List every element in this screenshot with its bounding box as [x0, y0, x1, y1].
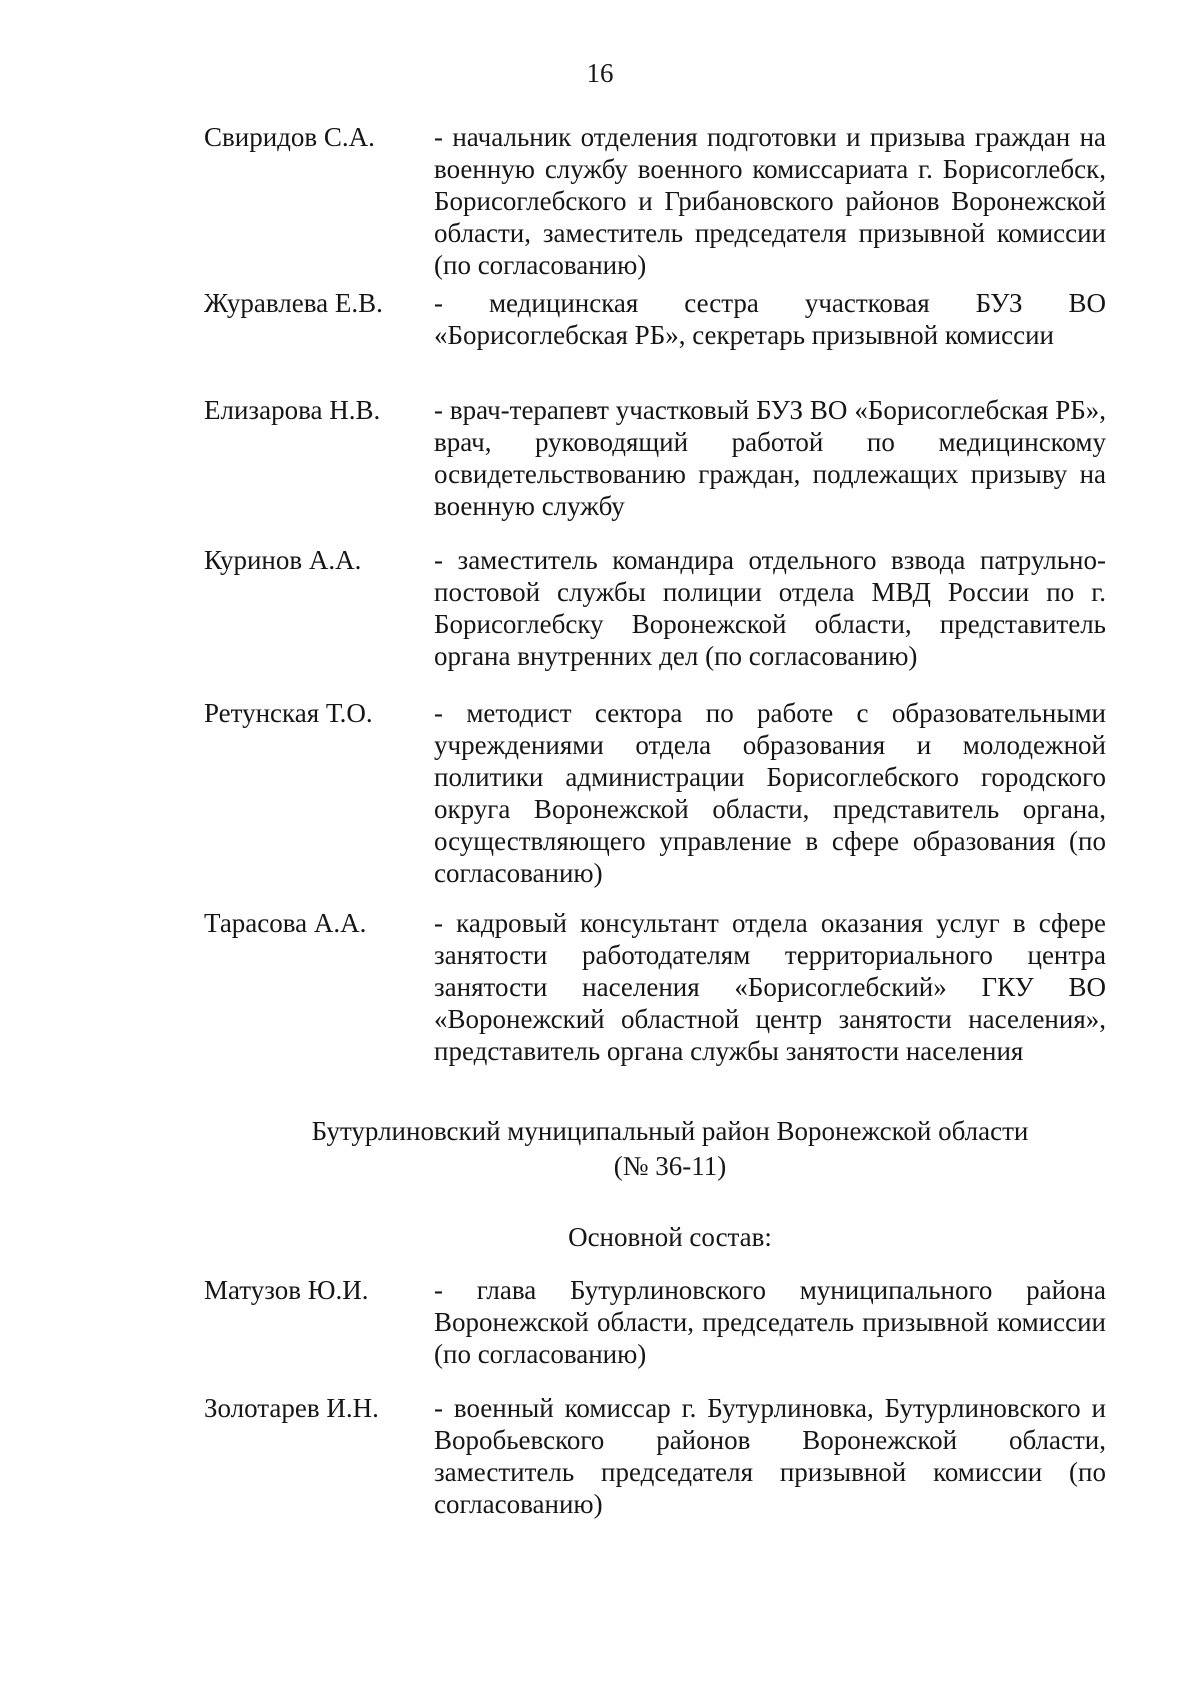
- member-description: - медицинская сестра участковая БУЗ ВО «Борисоглебская РБ», секретарь призывной комиссии: [434, 288, 1106, 350]
- member-description: - методист сектора по работе с образовательными учреждениями отдела образования и молодежной политики администрации Борисоглебского городского округа Воронежской области, представитель органа, осуществляющего управление в сфере образования (по согласованию): [434, 698, 1106, 888]
- member-description: - начальник отделения подготовки и призыва граждан на военную службу военного комиссариата г. Борисоглебск, Борисоглебского и Грибановского районов Воронежской области, заместитель председателя призывной комиссии (по согласованию): [434, 122, 1106, 280]
- member-name: Журавлева Е.В.: [204, 288, 383, 318]
- page-number: 16: [586, 58, 614, 88]
- member-description: - военный комиссар г. Бутурлиновка, Бутурлиновского и Воробьевского районов Воронежской области, заместитель председателя призывной комиссии (по согласованию): [434, 1393, 1106, 1519]
- member-name: Елизарова Н.В.: [204, 395, 381, 425]
- member-name: Золотарев И.Н.: [204, 1393, 379, 1423]
- member-name: Матузов Ю.И.: [204, 1275, 369, 1305]
- member-name: Куринов А.А.: [204, 545, 362, 575]
- member-description: - кадровый консультант отдела оказания услуг в сфере занятости работодателям территориального центра занятости населения «Борисоглебский» ГКУ ВО «Воронежский областной центр занятости населения», представитель органа службы занятости населения: [434, 908, 1106, 1066]
- section-subtitle: Основной состав:: [568, 1222, 772, 1252]
- section-title: Бутурлиновский муниципальный район Воронежской области: [311, 1116, 1029, 1146]
- section-number: (№ 36-11): [613, 1151, 727, 1181]
- member-name: Тарасова А.А.: [204, 908, 367, 938]
- member-name: Ретунская Т.О.: [204, 698, 373, 728]
- member-name: Свиридов С.А.: [204, 122, 375, 152]
- member-description: - заместитель командира отдельного взвода патрульно-постовой службы полиции отдела МВД России по г. Борисоглебску Воронежской области, представитель органа внутренних дел (по согласованию): [434, 545, 1106, 671]
- member-description: - врач-терапевт участковый БУЗ ВО «Борисоглебская РБ», врач, руководящий работой по медицинскому освидетельствованию граждан, подлежащих призыву на военную службу: [434, 395, 1106, 521]
- member-description: - глава Бутурлиновского муниципального района Воронежской области, председатель призывной комиссии (по согласованию): [434, 1275, 1106, 1369]
